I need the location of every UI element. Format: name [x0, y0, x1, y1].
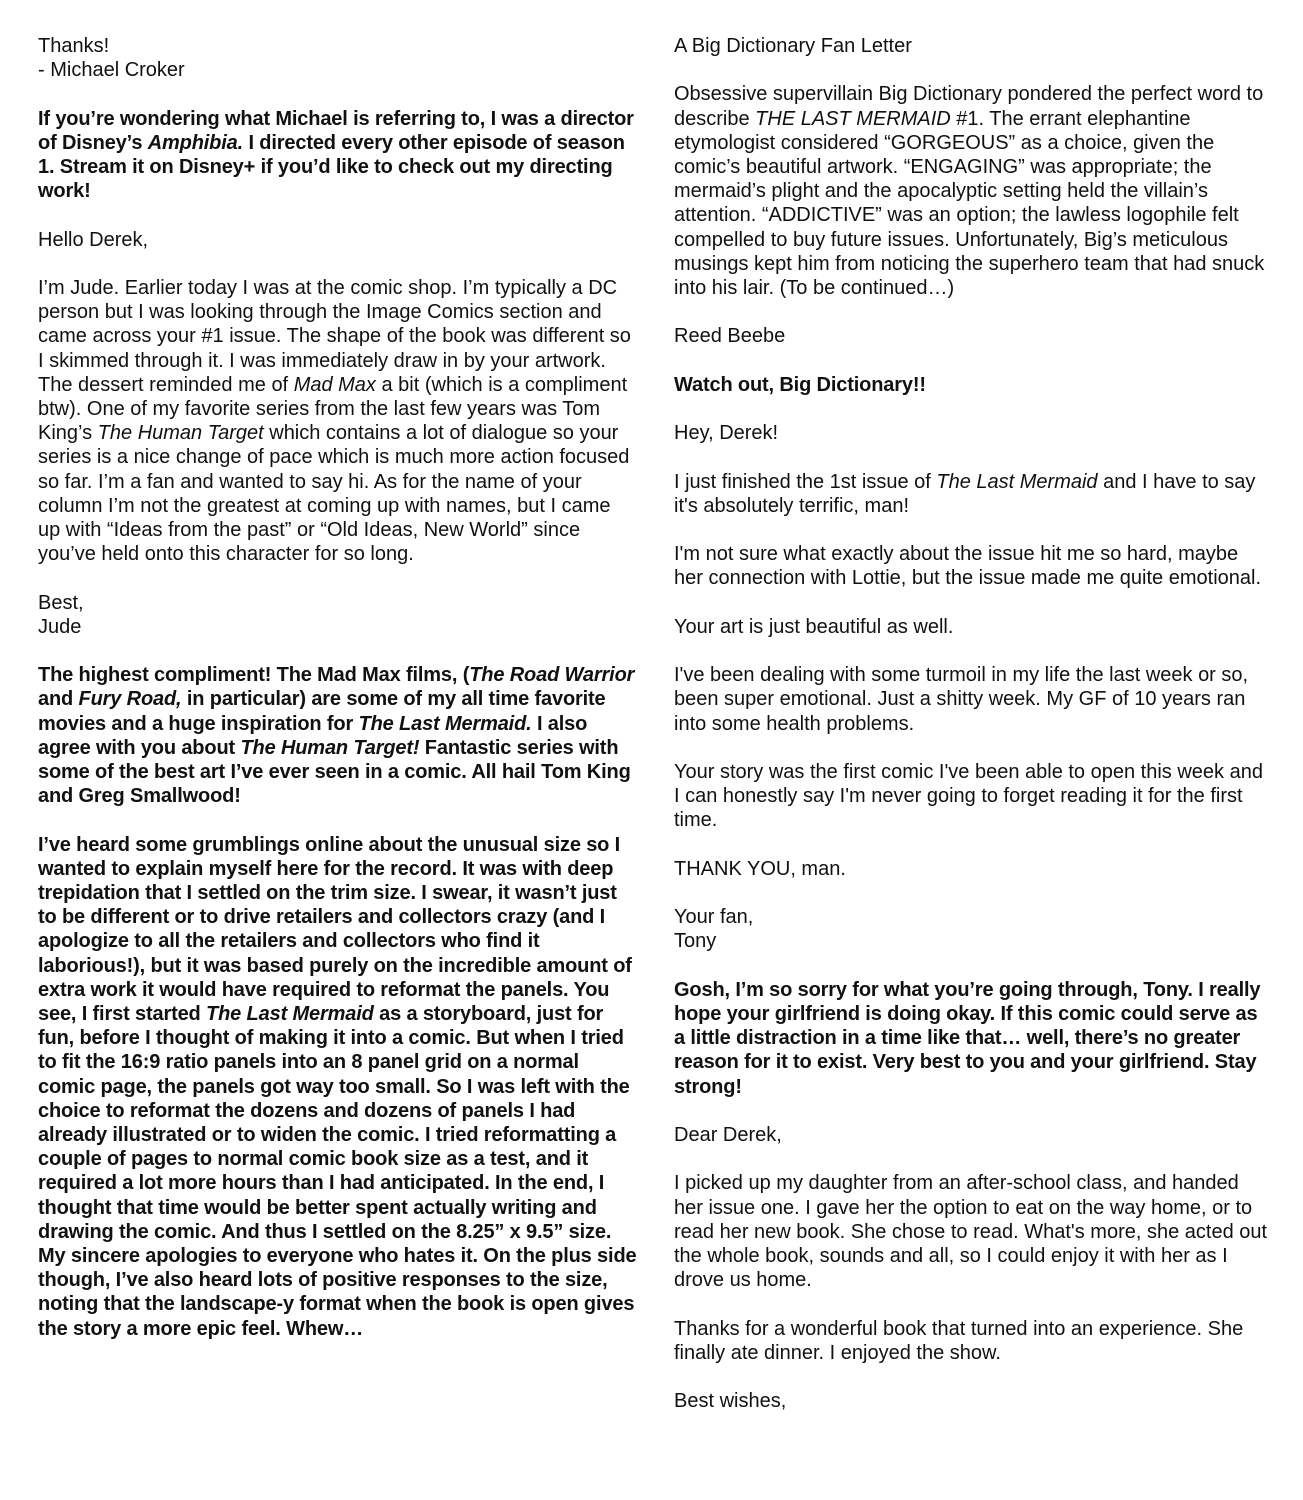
letter-italic: The Human Target: [97, 422, 264, 445]
letter-signoff: [38, 591, 638, 639]
editor-reply: [38, 663, 638, 808]
letter-greeting: Hello Derek,: [38, 228, 149, 251]
reply-italic: Fury Road,: [78, 688, 182, 711]
editor-reply: Watch out, Big Dictionary!!: [674, 373, 926, 396]
signoff-name: - Michael Croker: [38, 59, 185, 82]
letter-text: a bit (which is a compliment btw). One of my favorite series from the last few years was Tom King’s: [38, 373, 628, 445]
letter-italic: Mad Max: [293, 373, 376, 396]
letter-text: which contains a lot of dialogue so your series is a nice change of pace which is much more action focused so far. I’m a fan and wanted to say hi. As for the name of your column I’m not the greatest at coming up with names, but I came up with “Ideas from the past” or “Old Ideas, New World” since you’ve held onto this character for so long.: [38, 422, 630, 566]
letter-body: I've been dealing with some turmoil in my life the last week or so, been super emotional. Just a shitty week. My GF of 10 years ran into some health problems.: [674, 664, 1249, 735]
signoff-line: Your fan,: [674, 906, 754, 929]
signoff-line: Thanks!: [38, 35, 110, 57]
reply-text: in particular) are some of my all time favorite movies and a huge inspiration for: [38, 688, 606, 735]
editor-reply: [38, 833, 638, 1341]
letter-italic: The Last Mermaid: [936, 470, 1098, 493]
reply-text: The highest compliment! The Mad Max films, (: [38, 664, 470, 687]
reply-text: Fantastic series with some of the best art I’ve ever seen in a comic. All hail Tom King and Greg Smallwood!: [38, 736, 631, 808]
letter-signature: Reed Beebe: [674, 325, 786, 348]
letter-body: [38, 276, 638, 566]
signoff-name: Jude: [38, 615, 82, 638]
letter-text: I’m Jude. Earlier today I was at the comic shop. I’m typically a DC person but I was looking through the Image Comics section and came across your #1 issue. The shape of the book was different so I skimmed through it. I was immediately draw in by your artwork. The dessert reminded me of: [38, 276, 631, 396]
editor-reply: Gosh, I’m so sorry for what you’re going through, Tony. I really hope your girlfriend is doing okay. If this comic could serve as a little distraction in a time like that… well, there’s no greater reason for it to exist. Very best to you and your girlfriend. Stay strong!: [674, 978, 1261, 1098]
letter-body: I'm not sure what exactly about the issue hit me so hard, maybe her connection with Lottie, but the issue made me quite emotional.: [674, 543, 1262, 590]
letter-body: Thanks for a wonderful book that turned into an experience. She finally ate dinner. I enjoyed the show.: [674, 1317, 1244, 1364]
letter-heading: A Big Dictionary Fan Letter: [674, 35, 912, 57]
letter-body: Your story was the first comic I've been able to open this week and I can honestly say I'm never going to forget reading it for the first time.: [674, 760, 1263, 832]
signoff-line: Best,: [38, 591, 84, 614]
letter-text: Obsessive supervillain Big Dictionary pondered the perfect word to describe: [674, 83, 1264, 130]
reply-text: I’ve heard some grumblings online about the unusual size so I wanted to explain myself here for the record. It was with deep trepidation that I settled on the trim size. I swear, it wasn’t just to be different or to drive retailers and collectors crazy (and I apologize to all the retailers and collectors who find it laborious!), but it was based purely on the incredible amount of extra work it would have required to reformat the panels. You see, I first started: [38, 833, 632, 1026]
letter-signoff: [38, 34, 638, 82]
letter-signoff: [674, 905, 1270, 953]
letter-italic: THE LAST MERMAID: [755, 107, 951, 130]
reply-italic: Amphibia.: [147, 131, 244, 154]
right-column: [674, 34, 1270, 1438]
letter-body: [674, 82, 1270, 300]
reply-text: I also agree with you about: [38, 712, 588, 759]
letter-body: Your art is just beautiful as well.: [674, 615, 954, 638]
signoff-name: Tony: [674, 930, 717, 953]
letter-text: #1. The errant elephantine etymologist considered “GORGEOUS” as a choice, given the comic’s beautiful artwork. “ENGAGING” was appropriate; the mermaid’s plight and the apocalyptic setting held the villain’s attention. “ADDICTIVE” was an option; the lawless logophile felt compelled to buy future issues. Unfortunately, Big’s meticulous musings kept him from noticing the superhero team that had snuck into his lair. (To be continued…): [674, 107, 1265, 300]
letter-greeting: Dear Derek,: [674, 1123, 782, 1146]
reply-italic: The Last Mermaid.: [358, 712, 532, 735]
reply-text: I directed every other episode of season 1. Stream it on Disney+ if you’d like to check out my directing work!: [38, 131, 625, 203]
letter-greeting: Hey, Derek!: [674, 422, 779, 445]
editor-reply: [38, 107, 638, 204]
reply-text: If you’re wondering what Michael is referring to, I was a director of Disney’s: [38, 107, 634, 154]
left-column: [38, 34, 638, 1365]
letter-text: I just finished the 1st issue of: [674, 470, 937, 493]
letter-text: and I have to say it's absolutely terrific, man!: [674, 470, 1256, 517]
letter-signoff: Best wishes,: [674, 1390, 787, 1413]
letter-body: THANK YOU, man.: [674, 857, 846, 880]
letter-body: I picked up my daughter from an after-school class, and handed her issue one. I gave her the option to eat on the way home, or to read her new book. She chose to read. What's more, she acted out the whole book, sounds and all, so I could enjoy it with her as I drove us home.: [674, 1172, 1268, 1292]
reply-italic: The Last Mermaid: [206, 1003, 374, 1026]
reply-italic: The Road Warrior: [469, 664, 635, 687]
reply-text: as a storyboard, just for fun, before I thought of making it into a comic. But when I tried to fit the 16:9 ratio panels into an 8 panel grid on a normal comic page, the panels got way too small. So I was left with the choice to reformat the dozens and dozens of panels I had already illustrated or to widen the comic. I tried reformatting a couple of pages to normal comic book size as a test, and it required a lot more hours than I had anticipated. In the end, I thought that time would be better spent actually writing and drawing the comic. And thus I settled on the 8.25” x 9.5” size. My sincere apologies to everyone who hates it. On the plus side though, I’ve also heard lots of positive responses to the size, noting that the landscape-y format when the book is open gives the story a more epic feel. Whew…: [38, 1003, 637, 1340]
reply-text: and: [38, 688, 79, 711]
letter-body: [674, 470, 1270, 518]
reply-italic: The Human Target!: [240, 736, 420, 759]
